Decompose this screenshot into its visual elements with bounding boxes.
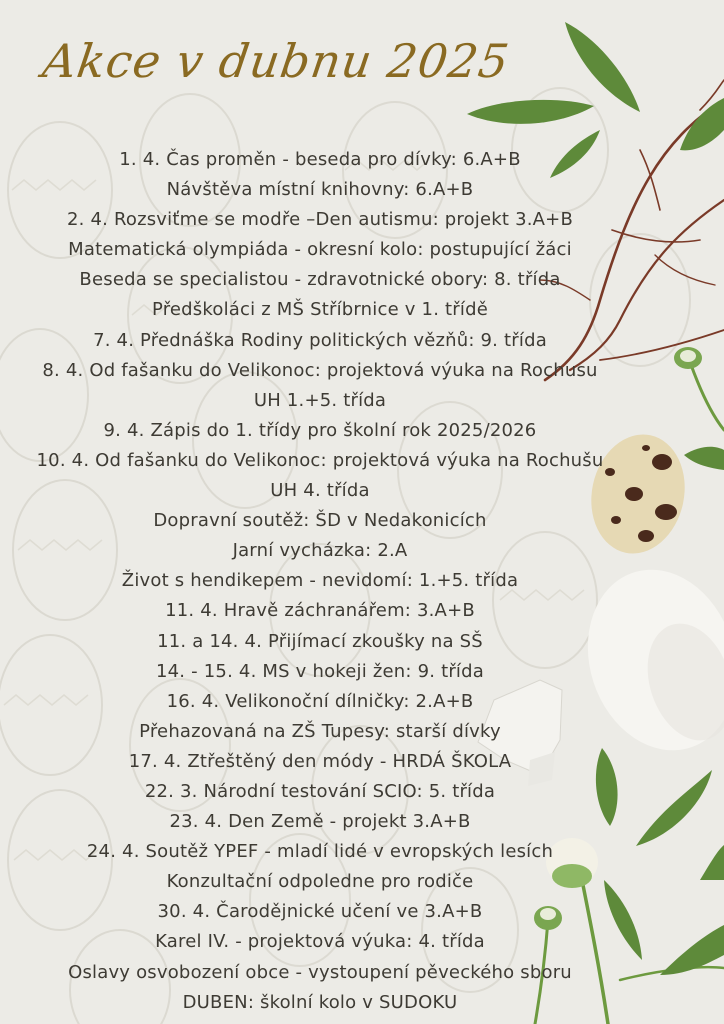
event-item: Přehazovaná na ZŠ Tupesy: starší dívky	[139, 720, 501, 742]
event-item: 9. 4. Zápis do 1. třídy pro školní rok 2025/2026	[103, 419, 537, 441]
event-item: UH 4. třída	[270, 480, 370, 502]
event-item: Oslavy osvobození obce - vystoupení pěveckého sboru	[68, 961, 572, 983]
event-item: 17. 4. Ztřeštěný den módy - HRDÁ ŠKOLA	[128, 750, 512, 772]
event-item: Beseda se specialistou - zdravotnické obory: 8. třída	[79, 269, 561, 291]
event-item: 24. 4. Soutěž YPEF - mladí lidé v evropských lesích	[86, 841, 554, 863]
event-item: UH 1.+5. třída	[253, 389, 387, 411]
event-item: 11. a 14. 4. Přijímací zkoušky na SŠ	[157, 630, 483, 652]
event-item: Předškoláci z MŠ Stříbrnice v 1. třídě	[151, 299, 489, 321]
event-list	[0, 145, 640, 1018]
event-item: Konzultační odpoledne pro rodiče	[166, 871, 474, 893]
event-item: 2. 4. Rozsviťme se modře –Den autismu: projekt 3.A+B	[66, 209, 574, 231]
event-item: 16. 4. Velikonoční dílničky: 2.A+B	[166, 690, 474, 712]
page-title: Akce v dubnu 2025	[39, 34, 513, 88]
event-item: 1. 4. Čas proměn - beseda pro dívky: 6.A+B	[119, 149, 521, 170]
event-item: 23. 4. Den Země - projekt 3.A+B	[169, 811, 471, 833]
event-item: Karel IV. - projektová výuka: 4. třída	[155, 931, 485, 953]
event-item: 8. 4. Od fašanku do Velikonoc: projektová výuka na Rochusu	[42, 359, 598, 381]
event-item: 11. 4. Hravě záchranářem: 3.A+B	[165, 600, 475, 622]
event-item: 22. 3. Národní testování SCIO: 5. třída	[144, 780, 496, 802]
event-item: Návštěva místní knihovny: 6.A+B	[166, 179, 474, 201]
event-item: 10. 4. Od fašanku do Velikonoc: projektová výuka na Rochušu	[36, 449, 604, 471]
event-item: Jarní vycházka: 2.A	[232, 540, 408, 562]
event-item: Život s hendikepem - nevidomí: 1.+5. třída	[121, 570, 519, 592]
event-item: Dopravní soutěž: ŠD v Nedakonicích	[153, 510, 487, 532]
event-item: DUBEN: školní kolo v SUDOKU	[182, 991, 458, 1013]
event-item: 14. - 15. 4. MS v hokeji žen: 9. třída	[156, 660, 484, 682]
event-item: 7. 4. Přednáška Rodiny politických vězňů: 9. třída	[93, 329, 547, 351]
event-item: Matematická olympiáda - okresní kolo: postupující žáci	[68, 239, 572, 261]
event-item: 30. 4. Čarodějnické učení ve 3.A+B	[157, 901, 483, 923]
